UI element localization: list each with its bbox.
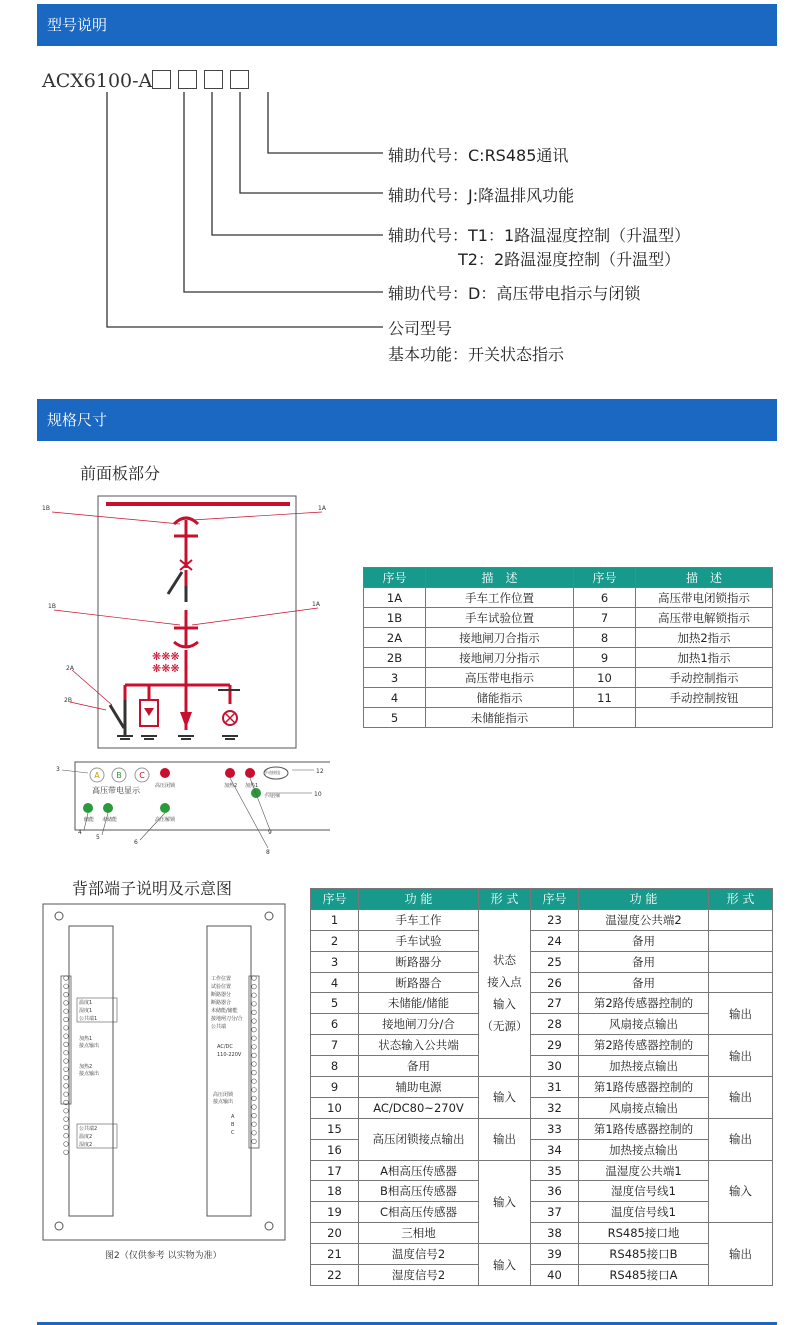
- terminal-function: 湿度信号线1: [579, 1181, 709, 1202]
- terminal-pin: [252, 1010, 257, 1015]
- terminal-no: 30: [531, 1056, 579, 1077]
- svg-text:加热1: 加热1: [245, 783, 259, 789]
- table-row: [364, 668, 773, 688]
- terminal-no: 26: [531, 972, 579, 993]
- table-cell: 加热2指示: [636, 628, 773, 648]
- terminal-form: [709, 972, 773, 993]
- svg-text:接点输出: 接点输出: [213, 1099, 234, 1105]
- terminal-no: 7: [311, 1035, 359, 1056]
- svg-text:10: 10: [314, 791, 322, 798]
- table-cell: [636, 708, 773, 728]
- table-row: [311, 1202, 773, 1223]
- terminal-form: [709, 909, 773, 930]
- terminal-function: 第1路传感器控制的: [579, 1077, 709, 1098]
- section-header-model: 型号说明: [37, 4, 777, 46]
- svg-text:A: A: [94, 771, 100, 780]
- terminal-pin: [64, 984, 69, 989]
- terminal-function: B相高压传感器: [359, 1181, 479, 1202]
- table-row: [311, 1014, 773, 1035]
- table-cell: 储能指示: [426, 688, 574, 708]
- terminal-no: 15: [311, 1118, 359, 1139]
- table-row: [311, 1223, 773, 1244]
- terminal-pin: [252, 1036, 257, 1041]
- table-cell: 高压带电闭锁指示: [636, 588, 773, 608]
- table-cell: 手车试验位置: [426, 608, 574, 628]
- terminal-function: 备用: [579, 930, 709, 951]
- terminal-function: 温湿度公共端1: [579, 1160, 709, 1181]
- table-row: [311, 1097, 773, 1118]
- terminal-no: 5: [311, 993, 359, 1014]
- terminal-no: 20: [311, 1223, 359, 1244]
- svg-text:1A: 1A: [318, 505, 326, 512]
- table-row: [311, 1181, 773, 1202]
- table-row: [311, 930, 773, 951]
- terminal-pin: [64, 1092, 69, 1097]
- terminal-no: 6: [311, 1014, 359, 1035]
- terminal-no: 31: [531, 1077, 579, 1098]
- svg-text:未储能/储能: 未储能/储能: [211, 1008, 238, 1014]
- table-cell: [574, 708, 636, 728]
- svg-text:湿度1: 湿度1: [79, 1008, 93, 1014]
- table-row: [364, 708, 773, 728]
- table-cell: 接地闸刀合指示: [426, 628, 574, 648]
- svg-text:AC/DC: AC/DC: [217, 1044, 233, 1050]
- terminal-pin: [64, 1017, 69, 1022]
- svg-text:接点输出: 接点输出: [79, 1043, 100, 1049]
- terminal-function: 温度信号2: [359, 1244, 479, 1265]
- svg-text:2B: 2B: [64, 697, 72, 704]
- table-row: [311, 1056, 773, 1077]
- terminal-no: 23: [531, 909, 579, 930]
- terminal-no: 25: [531, 951, 579, 972]
- terminal-function: 断路器分: [359, 951, 479, 972]
- svg-text:储能: 储能: [84, 817, 95, 823]
- table-cell: 1B: [364, 608, 426, 628]
- table-cell: 高压带电指示: [426, 668, 574, 688]
- terminal-pin: [252, 1088, 257, 1093]
- svg-text:1A: 1A: [312, 601, 320, 608]
- terminal-pin: [252, 1053, 257, 1058]
- terminal-pin: [252, 1062, 257, 1067]
- svg-text:加热2: 加热2: [224, 783, 238, 789]
- table-cell: 加热1指示: [636, 648, 773, 668]
- terminal-no: 1: [311, 909, 359, 930]
- table-row: [311, 951, 773, 972]
- table-row: [311, 1244, 773, 1265]
- terminal-pin: [64, 1059, 69, 1064]
- terminal-function: 风扇接点输出: [579, 1014, 709, 1035]
- terminal-form: 输出: [479, 1118, 531, 1160]
- table-cell: 1A: [364, 588, 426, 608]
- aux-c: 辅助代号：C:RS485通讯: [388, 146, 569, 165]
- table-cell: 4: [364, 688, 426, 708]
- svg-text:8: 8: [266, 849, 270, 856]
- terminal-pin: [64, 1026, 69, 1031]
- svg-text:6: 6: [134, 839, 138, 846]
- terminal-form: 输入: [479, 1160, 531, 1244]
- terminal-no: 2: [311, 930, 359, 951]
- terminal-pin: [252, 993, 257, 998]
- table-row: [364, 628, 773, 648]
- terminal-pin: [252, 1045, 257, 1050]
- terminal-function: 断路器合: [359, 972, 479, 993]
- terminal-pin: [64, 1109, 69, 1114]
- terminal-function: 加热接点输出: [579, 1139, 709, 1160]
- svg-text:C: C: [231, 1130, 235, 1136]
- terminal-no: 18: [311, 1181, 359, 1202]
- terminal-function: RS485接口地: [579, 1223, 709, 1244]
- svg-text:高压解锁: 高压解锁: [155, 817, 176, 823]
- terminal-no: 34: [531, 1139, 579, 1160]
- terminal-form: 输出: [709, 1077, 773, 1119]
- terminal-function: 手车试验: [359, 930, 479, 951]
- aux-t1: 辅助代号：T1：1路温湿度控制（升温型）: [388, 226, 691, 245]
- table-cell: 6: [574, 588, 636, 608]
- table-row: [311, 1118, 773, 1139]
- terminal-no: 33: [531, 1118, 579, 1139]
- terminal-function: RS485接口A: [579, 1265, 709, 1286]
- table-cell: 接地闸刀分指示: [426, 648, 574, 668]
- form-line: 输入: [493, 996, 516, 1011]
- terminal-form: 输入: [479, 1077, 531, 1119]
- terminal-form: [709, 951, 773, 972]
- svg-text:1B: 1B: [42, 505, 50, 512]
- terminal-function: 状态输入公共端: [359, 1035, 479, 1056]
- svg-text:手动控制: 手动控制: [264, 793, 280, 798]
- terminal-pin: [252, 1139, 257, 1144]
- table-row: [311, 1160, 773, 1181]
- terminal-no: 38: [531, 1223, 579, 1244]
- terminal-no: 24: [531, 930, 579, 951]
- terminal-pin: [252, 1019, 257, 1024]
- table-row: [311, 1265, 773, 1286]
- terminal-pin: [64, 1117, 69, 1122]
- svg-text:12: 12: [316, 768, 324, 775]
- terminal-no: 9: [311, 1077, 359, 1098]
- table-cell: 未储能指示: [426, 708, 574, 728]
- terminal-no: 3: [311, 951, 359, 972]
- terminal-function: 风扇接点输出: [579, 1097, 709, 1118]
- terminal-function: 备用: [359, 1056, 479, 1077]
- svg-text:高压带电显示: 高压带电显示: [92, 786, 140, 795]
- table-cell: 9: [574, 648, 636, 668]
- svg-text:2A: 2A: [66, 665, 74, 672]
- terminal-pin: [64, 1150, 69, 1155]
- svg-text:试验位置: 试验位置: [211, 984, 232, 990]
- terminal-function: 备用: [579, 972, 709, 993]
- front-panel-diagram: [40, 490, 330, 860]
- terminal-pin: [64, 1050, 69, 1055]
- terminal-no: 8: [311, 1056, 359, 1077]
- terminal-pin: [64, 1142, 69, 1147]
- terminal-form: 输出: [709, 1035, 773, 1077]
- svg-text:B: B: [231, 1122, 235, 1128]
- svg-text:高压闭锁: 高压闭锁: [213, 1092, 234, 1098]
- svg-text:A: A: [231, 1114, 235, 1120]
- svg-text:手动按钮: 手动按钮: [264, 770, 280, 775]
- terminal-form: 输出: [709, 1223, 773, 1286]
- table-row: [311, 993, 773, 1014]
- terminal-pin: [252, 1079, 257, 1084]
- svg-text:110-220V: 110-220V: [217, 1052, 242, 1058]
- terminal-function: 温度信号线1: [579, 1202, 709, 1223]
- svg-text:高压闭锁: 高压闭锁: [155, 783, 176, 789]
- terminal-pin: [252, 1105, 257, 1110]
- table-cell: 5: [364, 708, 426, 728]
- table-row: [311, 1077, 773, 1098]
- svg-text:公共端: 公共端: [211, 1024, 227, 1030]
- front-panel-table: 序号 描 述 序号 描 述 1A 手车工作位置 6 高压带电闭锁指示 1B 手车试验位置 7 高压带电解锁指示 2A 接地闸刀合指示 8 加热2指示 2B 接地闸刀分指示 9 加热1指示 3 高压带电指示 10 手动控制指示 4 储能指示 11 手动控制按钮 5 未储能指示: [363, 567, 773, 728]
- svg-text:温度2: 温度2: [79, 1134, 93, 1140]
- terminal-pin: [252, 1070, 257, 1075]
- rear-terminal-diagram: [35, 900, 305, 1270]
- rear-terminal-title: 背部端子说明及示意图: [72, 879, 233, 898]
- table-row: [311, 909, 773, 930]
- terminal-function: 辅助电源: [359, 1077, 479, 1098]
- terminal-function: 加热接点输出: [579, 1056, 709, 1077]
- svg-text:图2（仅供参考 以实物为准）: 图2（仅供参考 以实物为准）: [105, 1251, 222, 1261]
- table-row: [364, 688, 773, 708]
- svg-text:断路器分: 断路器分: [211, 992, 232, 998]
- terminal-pin: [252, 984, 257, 989]
- terminal-pin: [64, 1075, 69, 1080]
- terminal-pin: [64, 1001, 69, 1006]
- svg-text:B: B: [116, 771, 122, 780]
- svg-text:加热2: 加热2: [79, 1064, 93, 1070]
- model-code: ACX6100-A: [42, 70, 256, 92]
- company-model: 公司型号: [388, 319, 453, 338]
- terminal-no: 4: [311, 972, 359, 993]
- terminal-function: AC/DC80~270V: [359, 1097, 479, 1118]
- aux-t2: T2：2路温湿度控制（升温型）: [458, 250, 681, 269]
- terminal-form: [709, 930, 773, 951]
- table-row: [311, 972, 773, 993]
- svg-text:断路器合: 断路器合: [211, 1000, 232, 1006]
- form-line: 状态: [493, 952, 516, 967]
- terminal-pin: [252, 1002, 257, 1007]
- terminal-form: [479, 909, 531, 1076]
- svg-text:工作位置: 工作位置: [211, 976, 232, 982]
- terminal-form: 输出: [709, 993, 773, 1035]
- terminal-function: 湿度信号2: [359, 1265, 479, 1286]
- terminal-function: 高压闭锁接点输出: [359, 1118, 479, 1160]
- table-row: [364, 588, 773, 608]
- front-panel-title: 前面板部分: [80, 464, 161, 483]
- terminal-no: 28: [531, 1014, 579, 1035]
- table-cell: 2A: [364, 628, 426, 648]
- terminal-no: 37: [531, 1202, 579, 1223]
- basic-function: 基本功能：开关状态指示: [388, 345, 565, 364]
- terminal-pin: [64, 1125, 69, 1130]
- terminal-function: 第2路传感器控制的: [579, 1035, 709, 1056]
- rear-terminal-table: 序号 功 能 形 式 序号 功 能 形 式 1 手车工作 状态 接入点 输入 （无源） 23 温湿度公共端2 2 手车试验 24 备用 3 断路器分 25 备用 4 断路器合 26 备用 5 未储能/储能 27 第2路传感器控制的 输出 6 接地闸刀分/合 28 风扇接点输出 7 状态输入公共端 29 第2路传感器控制的 输出 8 备用 30 加热接点输出 9 辅助电源 输入 31 第1路传感器控制的 输出 10 AC/DC80~270V 32 风扇接点输出 15 高压闭锁接点输出 输出 33 第1路传感器控制的 输出 16 34 加热接点输出 17 A相高压传感器 输入 35 温湿度公共端1 输入 18 B相高压传感器 36 湿度信号线1 19 C相高压传感器 37 温度信号线1 20 三相地 38 RS485接口地 输出 21 温度信号2 输入 39 RS485接口B 22 湿度信号2 40 RS485接口A: [310, 888, 773, 1286]
- terminal-function: C相高压传感器: [359, 1202, 479, 1223]
- svg-text:4: 4: [78, 829, 82, 836]
- table-row: [364, 608, 773, 628]
- svg-text:公共端1: 公共端1: [79, 1016, 98, 1022]
- terminal-pin: [64, 1084, 69, 1089]
- svg-text:加热1: 加热1: [79, 1036, 93, 1042]
- terminal-no: 40: [531, 1265, 579, 1286]
- terminal-function: 手车工作: [359, 909, 479, 930]
- terminal-function: 备用: [579, 951, 709, 972]
- form-line: 接入点: [487, 974, 522, 989]
- svg-text:❋❋❋: ❋❋❋: [152, 662, 180, 675]
- svg-text:C: C: [139, 771, 145, 780]
- terminal-pin: [64, 1009, 69, 1014]
- table-cell: 10: [574, 668, 636, 688]
- terminal-no: 22: [311, 1265, 359, 1286]
- table-cell: 2B: [364, 648, 426, 668]
- table-cell: 高压带电解锁指示: [636, 608, 773, 628]
- terminal-no: 29: [531, 1035, 579, 1056]
- terminal-no: 27: [531, 993, 579, 1014]
- terminal-function: 温湿度公共端2: [579, 909, 709, 930]
- terminal-pin: [252, 1096, 257, 1101]
- terminal-pin: [64, 1034, 69, 1039]
- terminal-no: 10: [311, 1097, 359, 1118]
- form-line: （无源）: [481, 1018, 528, 1033]
- terminal-no: 35: [531, 1160, 579, 1181]
- terminal-form: 输入: [479, 1244, 531, 1286]
- terminal-function: 第1路传感器控制的: [579, 1118, 709, 1139]
- aux-d: 辅助代号：D：高压带电指示与闭锁: [388, 284, 641, 303]
- terminal-no: 17: [311, 1160, 359, 1181]
- table-cell: 手动控制按钮: [636, 688, 773, 708]
- svg-text:5: 5: [96, 834, 100, 841]
- terminal-function: 未储能/储能: [359, 993, 479, 1014]
- terminal-no: 36: [531, 1181, 579, 1202]
- table-cell: 手车工作位置: [426, 588, 574, 608]
- terminal-function: RS485接口B: [579, 1244, 709, 1265]
- terminal-no: 32: [531, 1097, 579, 1118]
- svg-text:未储能: 未储能: [102, 817, 118, 823]
- svg-text:3: 3: [56, 766, 60, 773]
- terminal-function: 接地闸刀分/合: [359, 1014, 479, 1035]
- svg-text:公共端2: 公共端2: [79, 1126, 98, 1132]
- terminal-no: 39: [531, 1244, 579, 1265]
- terminal-pin: [64, 1133, 69, 1138]
- table-cell: 11: [574, 688, 636, 708]
- terminal-form: 输入: [709, 1160, 773, 1223]
- terminal-no: 21: [311, 1244, 359, 1265]
- terminal-no: 19: [311, 1202, 359, 1223]
- table-cell: 8: [574, 628, 636, 648]
- terminal-pin: [252, 1122, 257, 1127]
- terminal-function: 三相地: [359, 1223, 479, 1244]
- terminal-form: 输出: [709, 1118, 773, 1160]
- table-cell: 3: [364, 668, 426, 688]
- svg-text:接点输出: 接点输出: [79, 1071, 100, 1077]
- terminal-pin: [64, 1067, 69, 1072]
- section-header-spec: 规格尺寸: [37, 399, 777, 441]
- svg-text:9: 9: [268, 829, 272, 836]
- terminal-pin: [252, 1113, 257, 1118]
- svg-text:温度1: 温度1: [79, 1000, 93, 1006]
- terminal-function: A相高压传感器: [359, 1160, 479, 1181]
- terminal-pin: [64, 992, 69, 997]
- table-cell: 7: [574, 608, 636, 628]
- terminal-no: 16: [311, 1139, 359, 1160]
- terminal-pin: [252, 1027, 257, 1032]
- table-row: [364, 648, 773, 668]
- terminal-pin: [64, 1042, 69, 1047]
- svg-text:❋❋❋: ❋❋❋: [152, 650, 180, 663]
- svg-text:接地闸刀分/合: 接地闸刀分/合: [211, 1016, 243, 1022]
- terminal-pin: [252, 1131, 257, 1136]
- table-cell: 手动控制指示: [636, 668, 773, 688]
- terminal-function: 第2路传感器控制的: [579, 993, 709, 1014]
- table-row: [311, 1035, 773, 1056]
- aux-j: 辅助代号：J:降温排风功能: [388, 186, 575, 205]
- svg-text:1B: 1B: [48, 603, 56, 610]
- svg-text:湿度2: 湿度2: [79, 1142, 93, 1148]
